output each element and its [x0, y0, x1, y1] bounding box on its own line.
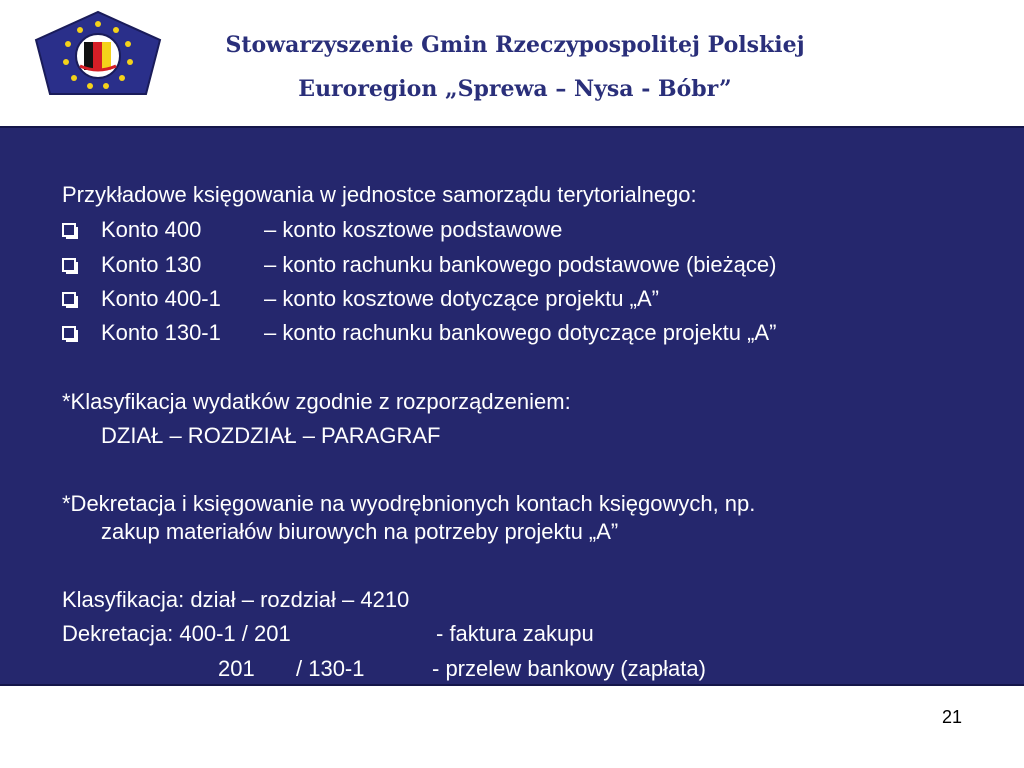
page-number: 21	[941, 707, 962, 727]
checkbox-bullet-icon	[62, 217, 82, 243]
bullet-code: Konto 130-1	[101, 320, 221, 345]
dekretacja-intro: *Dekretacja i księgowanie na wyodrębnionych kontach księgowych, np.	[62, 491, 756, 516]
bullet-desc: – konto rachunku bankowego podstawowe (bieżące)	[264, 252, 777, 277]
bullet-code: Konto 400-1	[101, 286, 221, 311]
bullet-code: Konto 130	[101, 252, 202, 277]
dekretacja-intro-continued: zakup materiałów biurowych na potrzeby projektu „A”	[101, 519, 619, 544]
bullet-code: Konto 400	[101, 217, 202, 242]
klasyfikacja-line: Klasyfikacja: dział – rozdział – 4210	[62, 587, 410, 612]
dekretacja-entry-2-credit: / 130-1	[296, 656, 365, 681]
dekretacja-entry-2-debit: 201	[218, 656, 255, 681]
organization-name: Stowarzyszenie Gmin Rzeczypospolitej Polskiej	[225, 32, 805, 58]
dekretacja-entry-2-note: - przelew bankowy (zapłata)	[432, 656, 706, 681]
checkbox-bullet-icon	[62, 320, 82, 346]
euroregion-name: Euroregion „Sprewa – Nysa - Bóbr”	[298, 76, 732, 102]
dekretacja-entry-1-note: - faktura zakupu	[436, 621, 594, 646]
euroregion-logo-icon	[34, 10, 162, 96]
header	[0, 0, 1024, 126]
bullet-desc: – konto kosztowe dotyczące projektu „A”	[264, 286, 659, 311]
checkbox-bullet-icon	[62, 286, 82, 312]
klasyfikacja-detail: DZIAŁ – ROZDZIAŁ – PARAGRAF	[101, 423, 441, 448]
checkbox-bullet-icon	[62, 252, 82, 278]
bullet-desc: – konto kosztowe podstawowe	[264, 217, 563, 242]
klasyfikacja-intro: *Klasyfikacja wydatków zgodnie z rozporządzeniem:	[62, 389, 571, 414]
intro-text: Przykładowe księgowania w jednostce samorządu terytorialnego:	[62, 182, 697, 207]
bullet-desc: – konto rachunku bankowego dotyczące projektu „A”	[264, 320, 777, 345]
dekretacja-entry-1: Dekretacja: 400-1 / 201	[62, 621, 291, 646]
